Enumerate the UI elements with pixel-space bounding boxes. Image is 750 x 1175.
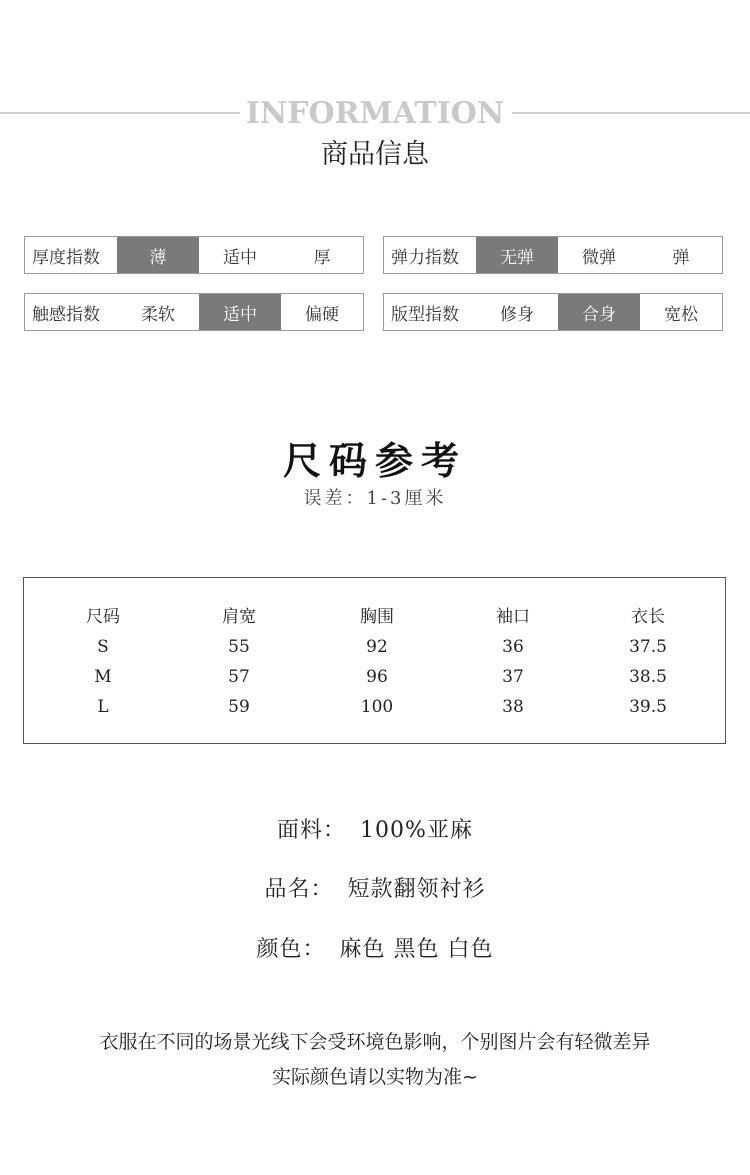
detail-value: 麻色 黑色 白色 — [339, 937, 494, 962]
table-cell: M — [94, 667, 112, 687]
table-row — [24, 632, 725, 662]
index-option: 微弹 — [582, 247, 616, 268]
index-option: 无弹 — [476, 237, 558, 273]
index-option: 薄 — [117, 237, 199, 273]
table-header-cell: 尺码 — [86, 607, 120, 627]
index-option: 合身 — [558, 294, 640, 330]
table-cell: 37 — [502, 667, 524, 687]
table-cell: L — [97, 697, 109, 717]
index-option: 宽松 — [664, 304, 698, 325]
header-title-cn: 商品信息 — [321, 139, 429, 170]
table-cell: 92 — [366, 637, 388, 657]
index-option: 柔软 — [141, 304, 175, 325]
detail-colors — [0, 932, 750, 963]
index-option: 适中 — [199, 294, 281, 330]
table-cell: 55 — [228, 637, 250, 657]
index-option: 修身 — [500, 304, 534, 325]
detail-key: 品名： — [264, 877, 334, 902]
detail-fabric — [0, 813, 750, 844]
table-header-cell: 肩宽 — [222, 607, 256, 627]
notice-line-1: 衣服在不同的场景光线下会受环境色影响，个别图片会有轻微差异 — [99, 1031, 651, 1053]
index-option: 偏硬 — [305, 304, 339, 325]
size-table — [23, 577, 726, 744]
table-cell: 57 — [228, 667, 250, 687]
detail-key: 颜色： — [256, 937, 326, 962]
detail-value: 100%亚麻 — [360, 818, 473, 843]
size-section-title: 尺码参考 — [282, 438, 467, 483]
detail-key: 面料： — [277, 818, 347, 843]
detail-value: 短款翻领衬衫 — [347, 877, 486, 902]
index-label: 厚度指数 — [32, 247, 100, 268]
header-title-en: INFORMATION — [245, 96, 505, 131]
size-section-note: 误差：1-3厘米 — [303, 488, 447, 509]
table-cell: 37.5 — [629, 637, 667, 657]
index-label: 弹力指数 — [391, 247, 459, 268]
table-row — [24, 692, 725, 722]
table-cell: 38 — [502, 697, 524, 717]
notice-line-2: 实际颜色请以实物为准~ — [272, 1066, 478, 1088]
index-option: 适中 — [223, 247, 257, 268]
table-header-row — [24, 602, 725, 632]
index-fit — [383, 293, 723, 331]
detail-product-name — [0, 872, 750, 903]
table-cell: 39.5 — [629, 697, 667, 717]
index-thickness — [24, 236, 364, 274]
table-header-cell: 袖口 — [496, 607, 530, 627]
table-cell: 38.5 — [629, 667, 667, 687]
table-cell: 59 — [228, 697, 250, 717]
table-row — [24, 662, 725, 692]
table-header-cell: 胸围 — [360, 607, 394, 627]
table-cell: 100 — [360, 697, 394, 717]
index-option: 厚 — [313, 247, 331, 268]
index-option: 弹 — [672, 247, 690, 268]
table-cell: 36 — [502, 637, 524, 657]
table-header-cell: 衣长 — [631, 607, 665, 627]
index-touch — [24, 293, 364, 331]
index-label: 版型指数 — [391, 304, 459, 325]
index-label: 触感指数 — [32, 304, 100, 325]
table-cell: S — [97, 637, 109, 657]
table-cell: 96 — [366, 667, 388, 687]
index-elasticity — [383, 236, 723, 274]
